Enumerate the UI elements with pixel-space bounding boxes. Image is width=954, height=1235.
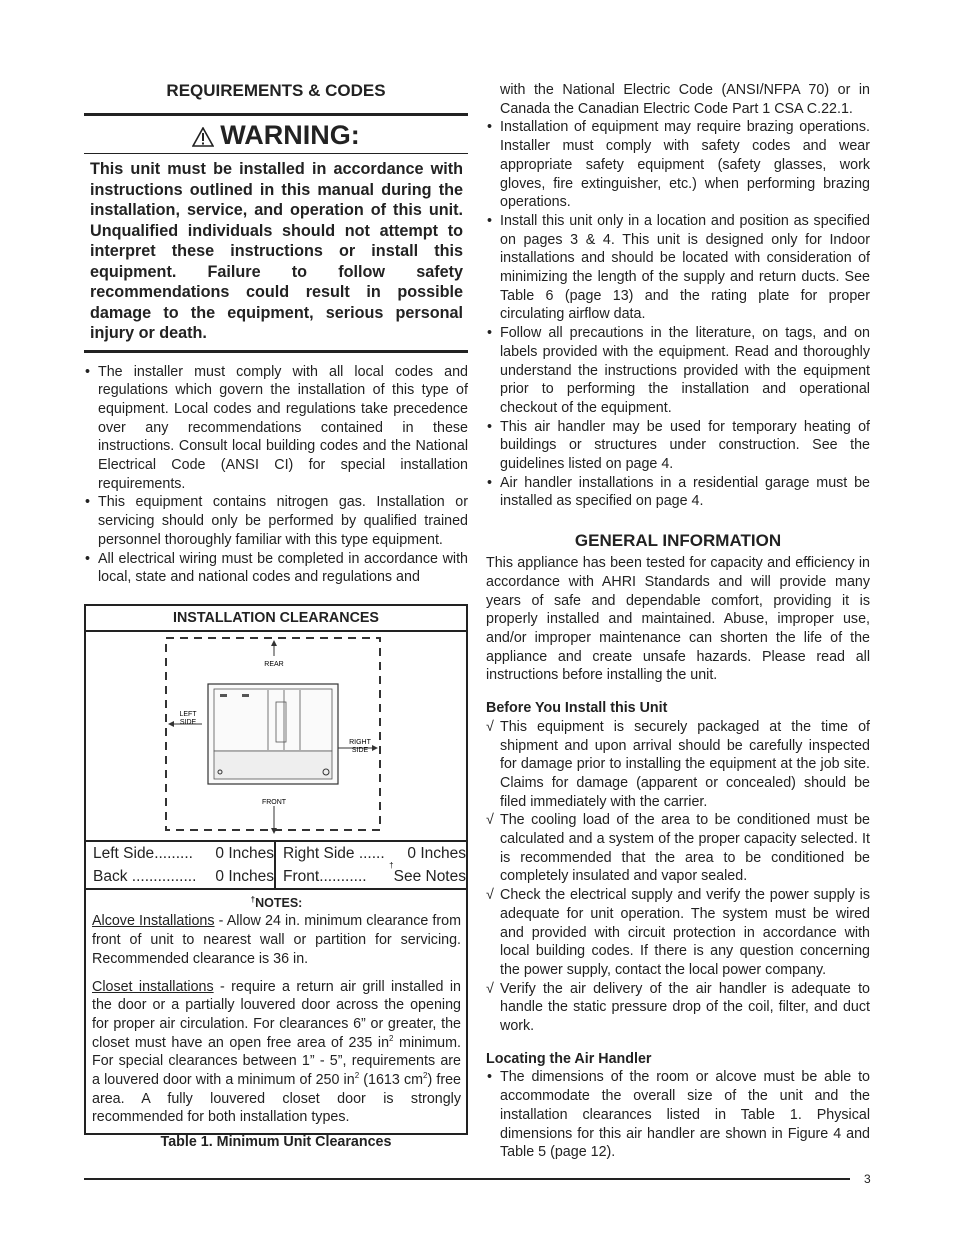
list-item: • All electrical wiring must be completed in accordance with local, state and national codes and regulations and	[84, 550, 468, 587]
left-column	[84, 81, 468, 587]
warning-box	[84, 113, 468, 353]
closet-note: Closet installations - require a return air grill installed in the door or a partially louvered door across the opening for proper air circulation. For clearances 6” or greater, the closet must have an open free area of 235 $in^2$ minimum. For special clearances between 1” - 5”, requirements are a louvered door with a minimum of 250 $in^2$ (1613 $cm^2$) free area. A fully louvered closet door is strongly recommended for both installation types.	[92, 978, 461, 1126]
locating-heading: Locating the Air Handler	[486, 1050, 652, 1067]
clearance-diagram	[86, 632, 466, 842]
safety-list	[486, 118, 870, 511]
front-label: FRONT	[261, 798, 287, 806]
back-cell: Back ............... 0 Inches	[86, 865, 276, 888]
general-information-text: This appliance has been tested for capacity and efficiency in accordance with AHRI Standards and will provide many years of safe and dependable comfort, providing it is properly installed and maintained. Abuse, improper use, and/or improper maintenance can shorten the life of the appliance and create unsafe hazards. Please read all instructions before installing the unit.	[486, 555, 870, 684]
checklist-item: √ Verify the air delivery of the air handler is adequate to handle the static pressure drop of the coil, filter, and duct work.	[486, 980, 870, 1036]
requirements-list	[84, 363, 468, 587]
page-number: 3	[864, 1172, 871, 1186]
table-title: INSTALLATION CLEARANCES	[86, 606, 466, 632]
general-information-heading: GENERAL INFORMATION	[574, 531, 782, 551]
front-value: See Notes	[393, 867, 466, 885]
clearance-notes	[86, 890, 466, 1133]
list-item: • Install this unit only in a location and position as specified on pages 3 & 4. This unit is designed only for Indoor installations and should be located with consideration of minimizing the length of the supply and return ducts. See Table 6 (page 13) and the rating plate for proper circulating airflow data.	[486, 212, 870, 324]
left-side-value: 0 Inches	[215, 844, 274, 862]
list-item: • The dimensions of the room or alcove must be able to accommodate the overall size of the unit and the installation clearances listed in Table 1. Physical dimensions for this air handler are shown in Figure 4 and Table 5 (page 12).	[486, 1068, 870, 1162]
checklist-item: √ The cooling load of the area to be conditioned must be calculated and a system of the proper capacity selected. It is recommended that the area to be conditioned be completely insulated and vapor sealed.	[486, 811, 870, 886]
right-side-label: Right Side	[283, 844, 355, 862]
warning-title: WARNING:	[220, 120, 360, 150]
clearance-values	[86, 842, 466, 890]
warning-triangle-icon	[192, 127, 214, 147]
installation-clearances-table	[84, 604, 468, 1135]
before-install-heading: Before You Install this Unit	[486, 700, 668, 717]
footer-rule	[84, 1178, 850, 1180]
warning-title-row	[84, 116, 468, 154]
table-caption: Table 1. Minimum Unit Clearances	[160, 1134, 392, 1150]
back-value: 0 Inches	[215, 867, 274, 885]
before-install-checklist	[486, 718, 870, 1036]
left-label-2: SIDE	[179, 718, 197, 726]
warning-text: This unit must be installed in accordance with instructions outlined in this manual during the installation, service, and operation of this unit. Unqualified individuals should not attempt to interpret these instructions or install this equipment. Failure to follow safety recommendations could result in possible damage to the equipment, serious personal injury or death.	[90, 160, 463, 342]
right-side-value: 0 Inches	[407, 844, 466, 862]
checklist-item: √ This equipment is securely packaged at the time of shipment and upon arrival should be carefully inspected for damage prior to installing the equipment at the job site. Claims for damage (apparent or concealed) should be filed immediately with the carrier.	[486, 718, 870, 812]
list-item: • This air handler may be used for temporary heating of buildings or structures under construction. See the guidelines listed on page 4.	[486, 418, 870, 474]
front-label: Front	[283, 867, 320, 885]
list-item: • Follow all precautions in the literature, on tags, and on labels provided with the equipment. Read and thoroughly understand the instructions provided with the equipment prior to performing the installation and operational checkout of the equipment.	[486, 324, 870, 418]
front-dagger: †	[389, 860, 394, 870]
back-label: Back	[93, 867, 128, 885]
alcove-note: Alcove Installations - Allow 24 in. minimum clearance from front of unit to nearest wall or partition for servicing. Recommended clearance is 36 in.	[92, 913, 461, 967]
right-label-1: RIGHT	[349, 738, 371, 746]
notes-title: †NOTES:	[250, 894, 303, 910]
left-side-cell: Left Side ......... 0 Inches	[86, 842, 276, 865]
right-label-2: SIDE	[351, 746, 369, 754]
air-handler-diagram	[86, 632, 466, 840]
locating-list	[486, 1068, 870, 1162]
checklist-item: √ Check the electrical supply and verify the power supply is adequate for unit operation. The system must be wired and provided with circuit protection in accordance with local building codes. If there is any question concerning the power supply, contact the local power company.	[486, 886, 870, 980]
list-item: • Installation of equipment may require brazing operations. Installer must comply with safety codes and wear appropriate safety equipment (safety glasses, work gloves, fire extinguisher, etc.) when performing brazing operations.	[486, 118, 870, 212]
continuation-text: with the National Electric Code (ANSI/NFPA 70) or in Canada the Canadian Electric Code Part 1 CSA C.22.1.	[500, 82, 870, 117]
left-label-1: LEFT	[179, 710, 197, 718]
front-cell: Front ........... † See Notes	[283, 860, 466, 885]
right-column	[486, 81, 870, 1162]
list-item: • Air handler installations in a residential garage must be installed as specified on page 4.	[486, 474, 870, 511]
rear-label: REAR	[264, 660, 284, 668]
list-item: • This equipment contains nitrogen gas. Installation or servicing should only be performed by qualified trained personnel thoroughly familiar with this type equipment.	[84, 493, 468, 549]
requirements-heading: REQUIREMENTS & CODES	[166, 81, 386, 100]
left-side-label: Left Side	[93, 844, 155, 862]
list-item: • The installer must comply with all local codes and regulations which govern the installation of this type of equipment. Local codes and regulations take precedence over any recommendations contained in these instructions. Consult local building codes and the National Electrical Code (ANSI CI) for special installation requirements.	[84, 363, 468, 494]
right-side-cell: Right Side ...... 0 Inches	[283, 844, 466, 862]
